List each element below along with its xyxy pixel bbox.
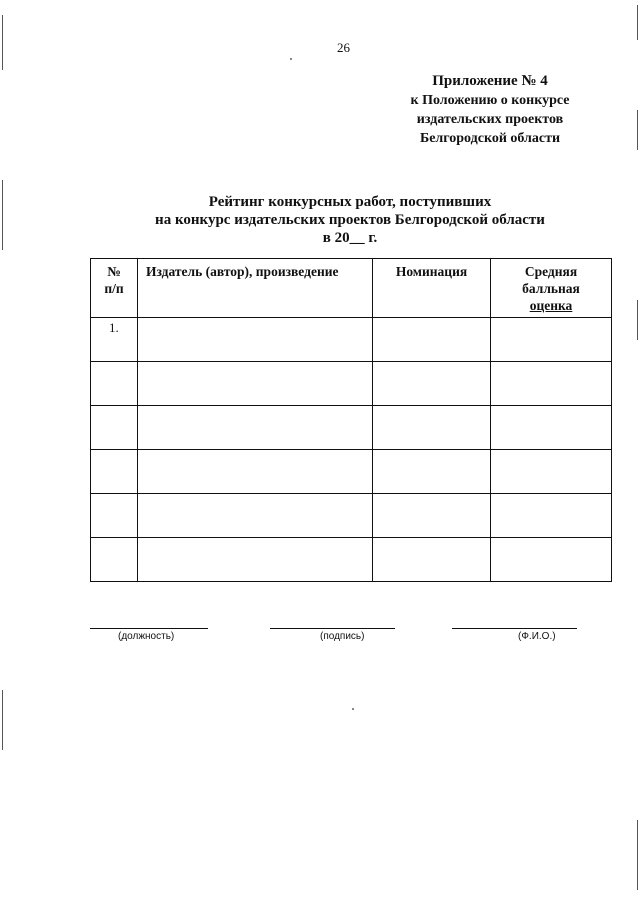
- header-publisher: Издатель (автор), произведение: [138, 259, 373, 318]
- cell-publisher: [138, 494, 373, 538]
- document-title: [90, 193, 610, 247]
- appendix-header: [380, 72, 600, 148]
- header-nomination: Номинация: [373, 259, 491, 318]
- header-score-line: Средняя: [524, 264, 578, 279]
- cell-publisher: [138, 318, 373, 362]
- scan-edge-mark: [2, 15, 3, 70]
- table-header-row: [91, 259, 612, 318]
- cell-score: [491, 406, 612, 450]
- table-row: [91, 318, 612, 362]
- appendix-title: Приложение № 4: [432, 73, 548, 89]
- name-label: (Ф.И.О.): [518, 631, 556, 642]
- header-num-line: №: [107, 264, 121, 279]
- signature-line-position: [90, 628, 208, 629]
- position-label: (должность): [118, 631, 175, 642]
- table-row: [91, 406, 612, 450]
- signature-line-name: [452, 628, 577, 629]
- signature-line-signature: [270, 628, 395, 629]
- document-title-line: в 20__ г.: [322, 230, 378, 246]
- document-title-line: Рейтинг конкурсных работ, поступивших: [208, 194, 492, 210]
- document-title-line: на конкурс издательских проектов Белгородской области: [155, 212, 545, 228]
- cell-publisher: [138, 538, 373, 582]
- cell-score: [491, 318, 612, 362]
- table-row: [91, 450, 612, 494]
- table-row: [91, 362, 612, 406]
- cell-nomination: [373, 318, 491, 362]
- header-num-line: п/п: [104, 281, 124, 296]
- cell-score: [491, 538, 612, 582]
- signature-label: (подпись): [320, 631, 365, 642]
- appendix-line: Белгородской области: [419, 131, 561, 146]
- rating-table: [90, 258, 612, 582]
- scan-edge-mark: [637, 300, 638, 340]
- scan-edge-mark: [2, 690, 3, 750]
- cell-nomination: [373, 406, 491, 450]
- cell-nomination: [373, 450, 491, 494]
- cell-num: [91, 406, 138, 450]
- cell-score: [491, 450, 612, 494]
- cell-publisher: [138, 450, 373, 494]
- scan-edge-mark: [637, 5, 638, 40]
- cell-publisher: [138, 362, 373, 406]
- header-score-line: оценка: [529, 298, 573, 313]
- cell-num: [91, 494, 138, 538]
- scan-edge-mark: [637, 820, 638, 890]
- cell-score: [491, 494, 612, 538]
- cell-nomination: [373, 538, 491, 582]
- appendix-line: издательских проектов: [416, 112, 564, 127]
- cell-num: 1.: [91, 318, 138, 362]
- appendix-line: к Положению о конкурсе: [410, 93, 570, 108]
- scan-edge-mark: [2, 180, 3, 250]
- cell-score: [491, 362, 612, 406]
- scan-edge-mark: [637, 110, 638, 150]
- cell-publisher: [138, 406, 373, 450]
- table-row: [91, 538, 612, 582]
- scan-speck: [352, 708, 354, 710]
- cell-num: [91, 450, 138, 494]
- cell-nomination: [373, 362, 491, 406]
- header-score-line: балльная: [522, 281, 580, 296]
- scan-speck: [290, 58, 292, 60]
- cell-num: [91, 362, 138, 406]
- page-number: 26: [337, 40, 350, 55]
- cell-nomination: [373, 494, 491, 538]
- header-score: [491, 259, 612, 318]
- header-num: [91, 259, 138, 318]
- cell-num: [91, 538, 138, 582]
- table-row: [91, 494, 612, 538]
